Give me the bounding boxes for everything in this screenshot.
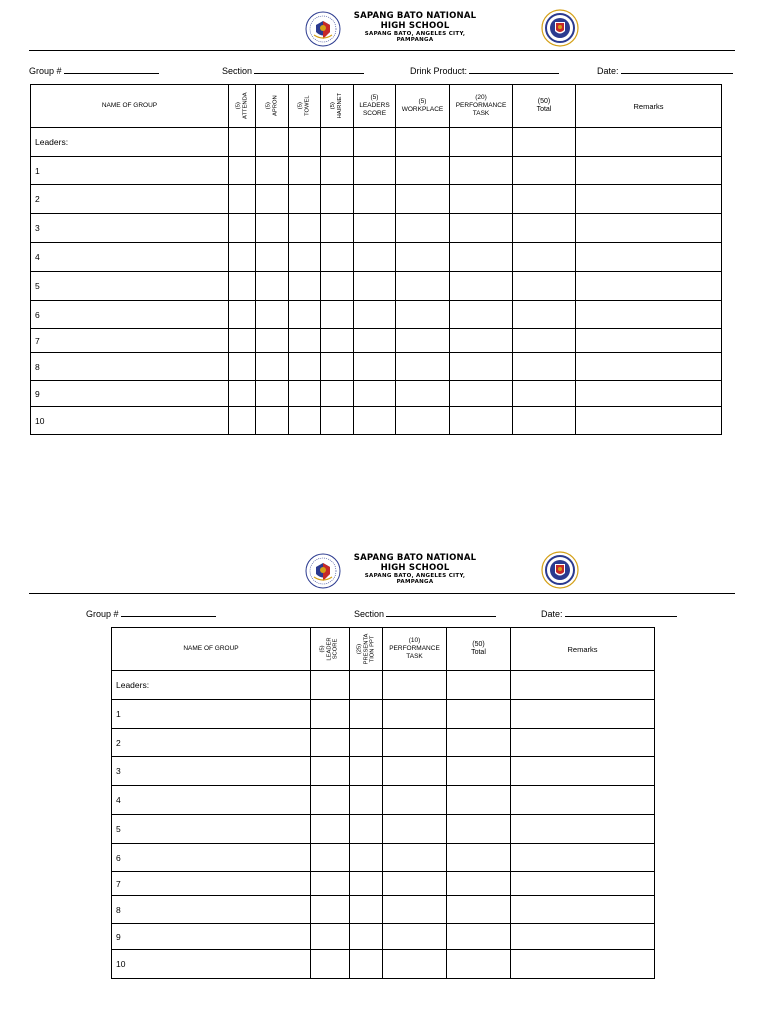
row-label: 3 xyxy=(112,757,311,786)
table-row xyxy=(31,185,722,214)
form1-col-name: NAME OF GROUP xyxy=(31,85,229,128)
score-cell[interactable] xyxy=(450,157,513,185)
score-cell[interactable] xyxy=(289,329,321,353)
table-row xyxy=(31,301,722,329)
score-cell[interactable] xyxy=(256,381,289,407)
form1-col-hairnet: (5) HAIRNET xyxy=(321,85,354,128)
form2-section-field[interactable] xyxy=(354,607,496,619)
form1-col-remarks: Remarks xyxy=(576,85,722,128)
score-cell[interactable] xyxy=(513,407,576,435)
form2-date-label: Date: xyxy=(541,609,563,619)
form1-group-label: Group # xyxy=(29,66,62,76)
score-cell[interactable] xyxy=(396,353,450,381)
score-cell[interactable] xyxy=(576,301,722,329)
score-cell[interactable] xyxy=(450,407,513,435)
form1-header-rule xyxy=(29,50,735,51)
row-label: 5 xyxy=(31,272,229,301)
score-cell[interactable] xyxy=(354,407,396,435)
table-row xyxy=(31,329,722,353)
row-label: 2 xyxy=(31,185,229,214)
score-cell[interactable] xyxy=(511,844,655,872)
score-cell[interactable] xyxy=(289,407,321,435)
score-cell[interactable] xyxy=(447,671,511,700)
score-cell[interactable] xyxy=(513,157,576,185)
score-cell[interactable] xyxy=(513,353,576,381)
table-row xyxy=(31,353,722,381)
score-cell[interactable] xyxy=(350,896,383,924)
score-cell[interactable] xyxy=(450,214,513,243)
score-cell[interactable] xyxy=(350,872,383,896)
score-cell[interactable] xyxy=(311,950,350,979)
table-row xyxy=(112,924,655,950)
score-cell[interactable] xyxy=(511,950,655,979)
score-cell[interactable] xyxy=(354,185,396,214)
form1-col-leaders-score: (5) LEADERS SCORE xyxy=(354,85,396,128)
score-cell[interactable] xyxy=(321,407,354,435)
score-cell[interactable] xyxy=(311,757,350,786)
school-address-line2: PAMPANGA xyxy=(396,37,434,44)
score-cell[interactable] xyxy=(513,243,576,272)
score-cell[interactable] xyxy=(511,896,655,924)
score-cell[interactable] xyxy=(321,157,354,185)
score-cell[interactable] xyxy=(289,353,321,381)
score-cell[interactable] xyxy=(289,185,321,214)
school-name-line2: HIGH SCHOOL xyxy=(380,562,450,573)
score-cell[interactable] xyxy=(450,353,513,381)
score-cell[interactable] xyxy=(354,128,396,157)
score-cell[interactable] xyxy=(354,329,396,353)
score-cell[interactable] xyxy=(229,157,256,185)
school-seal-icon xyxy=(305,11,341,47)
score-cell[interactable] xyxy=(447,786,511,815)
score-cell[interactable] xyxy=(354,353,396,381)
score-cell[interactable] xyxy=(513,329,576,353)
score-cell[interactable] xyxy=(229,272,256,301)
score-cell[interactable] xyxy=(447,896,511,924)
score-cell[interactable] xyxy=(450,128,513,157)
score-cell[interactable] xyxy=(576,214,722,243)
table-row xyxy=(31,157,722,185)
school-name-line2: HIGH SCHOOL xyxy=(380,20,450,31)
table-row xyxy=(112,671,655,700)
score-cell[interactable] xyxy=(354,301,396,329)
score-cell[interactable] xyxy=(256,214,289,243)
form2-date-field[interactable] xyxy=(541,607,677,619)
score-cell[interactable] xyxy=(289,381,321,407)
score-cell[interactable] xyxy=(256,243,289,272)
row-label: 4 xyxy=(112,786,311,815)
score-cell[interactable] xyxy=(229,301,256,329)
form1-drink-field[interactable] xyxy=(410,64,559,76)
score-cell[interactable] xyxy=(354,214,396,243)
form2-col-name: NAME OF GROUP xyxy=(112,628,311,671)
table-row xyxy=(31,272,722,301)
score-cell[interactable] xyxy=(256,329,289,353)
table-row xyxy=(112,896,655,924)
score-cell[interactable] xyxy=(289,243,321,272)
score-cell[interactable] xyxy=(576,329,722,353)
school-name-line1: SAPANG BATO NATIONAL xyxy=(353,11,477,21)
score-cell[interactable] xyxy=(447,757,511,786)
score-cell[interactable] xyxy=(576,272,722,301)
score-cell[interactable] xyxy=(450,381,513,407)
score-cell[interactable] xyxy=(350,844,383,872)
score-cell[interactable] xyxy=(383,671,447,700)
school-name-line1: SAPANG BATO NATIONAL xyxy=(353,553,477,563)
score-cell[interactable] xyxy=(383,700,447,729)
score-cell[interactable] xyxy=(311,924,350,950)
score-cell[interactable] xyxy=(229,329,256,353)
form1-table-body xyxy=(31,128,722,435)
row-label: 9 xyxy=(31,381,229,407)
score-cell[interactable] xyxy=(383,786,447,815)
score-cell[interactable] xyxy=(450,185,513,214)
score-cell[interactable] xyxy=(311,671,350,700)
score-cell[interactable] xyxy=(289,272,321,301)
score-cell[interactable] xyxy=(229,243,256,272)
score-cell[interactable] xyxy=(513,272,576,301)
score-cell[interactable] xyxy=(321,301,354,329)
table-row xyxy=(31,128,722,157)
score-cell[interactable] xyxy=(396,407,450,435)
score-cell[interactable] xyxy=(289,157,321,185)
score-cell[interactable] xyxy=(511,815,655,844)
score-cell[interactable] xyxy=(576,128,722,157)
score-cell[interactable] xyxy=(450,272,513,301)
score-cell[interactable] xyxy=(511,757,655,786)
form1-col-apron: (5) APRON xyxy=(256,85,289,128)
table-row xyxy=(112,815,655,844)
score-cell[interactable] xyxy=(513,185,576,214)
form2-col-remarks: Remarks xyxy=(511,628,655,671)
table-row xyxy=(112,757,655,786)
score-cell[interactable] xyxy=(396,381,450,407)
form2-col-presentation: (25) PRESENTA TION PPT xyxy=(350,628,383,671)
score-cell[interactable] xyxy=(396,157,450,185)
score-cell[interactable] xyxy=(513,214,576,243)
row-label: 5 xyxy=(112,815,311,844)
row-label: 6 xyxy=(112,844,311,872)
score-cell[interactable] xyxy=(511,671,655,700)
table-row xyxy=(112,786,655,815)
form2-section-label: Section xyxy=(354,609,385,619)
form2-col-performance: (10) PERFORMANCE TASK xyxy=(383,628,447,671)
score-cell[interactable] xyxy=(383,896,447,924)
row-label: Leaders: xyxy=(112,671,311,700)
score-cell[interactable] xyxy=(576,381,722,407)
row-label: 1 xyxy=(112,700,311,729)
score-cell[interactable] xyxy=(396,301,450,329)
score-cell[interactable] xyxy=(396,272,450,301)
score-cell[interactable] xyxy=(576,185,722,214)
score-cell[interactable] xyxy=(511,729,655,757)
score-cell[interactable] xyxy=(576,407,722,435)
score-cell[interactable] xyxy=(256,272,289,301)
score-cell[interactable] xyxy=(513,301,576,329)
row-label: 4 xyxy=(31,243,229,272)
form1-date-label: Date: xyxy=(597,66,619,76)
score-cell[interactable] xyxy=(511,786,655,815)
score-cell[interactable] xyxy=(350,815,383,844)
school-seal-icon xyxy=(305,553,341,589)
score-cell[interactable] xyxy=(321,353,354,381)
score-cell[interactable] xyxy=(447,844,511,872)
score-cell[interactable] xyxy=(311,700,350,729)
form1-date-field[interactable] xyxy=(597,64,733,76)
score-cell[interactable] xyxy=(354,381,396,407)
score-cell[interactable] xyxy=(229,128,256,157)
score-cell[interactable] xyxy=(289,301,321,329)
form1-section-label: Section xyxy=(222,66,253,76)
score-cell[interactable] xyxy=(321,243,354,272)
form1-col-attendance: (5) ATTENDA xyxy=(229,85,256,128)
row-label: 7 xyxy=(112,872,311,896)
row-label: Leaders: xyxy=(31,128,229,157)
score-cell[interactable] xyxy=(321,214,354,243)
row-label: 10 xyxy=(112,950,311,979)
form1-score-table xyxy=(30,84,722,435)
school-address-line2: PAMPANGA xyxy=(396,579,434,586)
school-name-block-2 xyxy=(345,554,485,585)
form2-score-table xyxy=(111,627,655,979)
form1-header-row xyxy=(31,85,722,128)
score-cell[interactable] xyxy=(229,407,256,435)
score-cell[interactable] xyxy=(229,381,256,407)
form2-group-field[interactable] xyxy=(86,607,216,619)
table-row xyxy=(31,407,722,435)
score-cell[interactable] xyxy=(354,243,396,272)
score-cell[interactable] xyxy=(321,128,354,157)
score-cell[interactable] xyxy=(289,128,321,157)
score-cell[interactable] xyxy=(321,185,354,214)
score-cell[interactable] xyxy=(511,872,655,896)
score-cell[interactable] xyxy=(447,700,511,729)
score-cell[interactable] xyxy=(256,128,289,157)
table-row xyxy=(112,700,655,729)
form2-group-label: Group # xyxy=(86,609,119,619)
score-cell[interactable] xyxy=(350,786,383,815)
score-cell[interactable] xyxy=(396,329,450,353)
table-row xyxy=(112,950,655,979)
row-label: 6 xyxy=(31,301,229,329)
table-row xyxy=(31,214,722,243)
score-cell[interactable] xyxy=(354,157,396,185)
score-cell[interactable] xyxy=(256,301,289,329)
score-cell[interactable] xyxy=(350,671,383,700)
form1-col-workplace: (5) WORKPLACE xyxy=(396,85,450,128)
form2-header-row xyxy=(112,628,655,671)
score-cell[interactable] xyxy=(311,786,350,815)
score-cell[interactable] xyxy=(311,896,350,924)
form1-col-total: (50) Total xyxy=(513,85,576,128)
form1-section-field[interactable] xyxy=(222,64,364,76)
score-cell[interactable] xyxy=(383,757,447,786)
form1-drink-label: Drink Product: xyxy=(410,66,468,76)
row-label: 3 xyxy=(31,214,229,243)
score-cell[interactable] xyxy=(396,128,450,157)
score-cell[interactable] xyxy=(447,924,511,950)
score-cell[interactable] xyxy=(350,924,383,950)
score-cell[interactable] xyxy=(350,729,383,757)
score-cell[interactable] xyxy=(229,353,256,381)
score-cell[interactable] xyxy=(447,815,511,844)
score-cell[interactable] xyxy=(450,243,513,272)
table-row xyxy=(31,381,722,407)
score-cell[interactable] xyxy=(350,950,383,979)
score-cell[interactable] xyxy=(447,872,511,896)
score-cell[interactable] xyxy=(383,844,447,872)
table-row xyxy=(112,729,655,757)
score-cell[interactable] xyxy=(383,950,447,979)
score-cell[interactable] xyxy=(447,729,511,757)
score-cell[interactable] xyxy=(576,353,722,381)
score-cell[interactable] xyxy=(229,185,256,214)
table-row xyxy=(112,872,655,896)
form1-col-performance: (20) PERFORMANCE TASK xyxy=(450,85,513,128)
form2-col-total: (50) Total xyxy=(447,628,511,671)
score-cell[interactable] xyxy=(513,128,576,157)
score-cell[interactable] xyxy=(289,214,321,243)
school-address-line1: SAPANG BATO, ANGELES CITY, xyxy=(364,573,466,580)
score-cell[interactable] xyxy=(513,381,576,407)
score-cell[interactable] xyxy=(311,844,350,872)
score-cell[interactable] xyxy=(450,301,513,329)
table-row xyxy=(112,844,655,872)
score-cell[interactable] xyxy=(511,924,655,950)
score-cell[interactable] xyxy=(576,157,722,185)
form1-col-towel: (5) TOWEL xyxy=(289,85,321,128)
row-label: 7 xyxy=(31,329,229,353)
row-label: 10 xyxy=(31,407,229,435)
deped-seal-icon xyxy=(541,9,579,47)
row-label: 9 xyxy=(112,924,311,950)
score-cell[interactable] xyxy=(447,950,511,979)
score-cell[interactable] xyxy=(229,214,256,243)
score-cell[interactable] xyxy=(256,353,289,381)
school-name-block xyxy=(345,12,485,43)
deped-seal-icon xyxy=(541,551,579,589)
row-label: 8 xyxy=(112,896,311,924)
score-cell[interactable] xyxy=(383,729,447,757)
form2-header-rule xyxy=(29,593,735,594)
score-cell[interactable] xyxy=(321,272,354,301)
row-label: 2 xyxy=(112,729,311,757)
school-address-line1: SAPANG BATO, ANGELES CITY, xyxy=(364,31,466,38)
table-row xyxy=(31,243,722,272)
score-cell[interactable] xyxy=(311,872,350,896)
row-label: 8 xyxy=(31,353,229,381)
score-cell[interactable] xyxy=(383,924,447,950)
score-cell[interactable] xyxy=(383,872,447,896)
score-cell[interactable] xyxy=(311,729,350,757)
score-cell[interactable] xyxy=(396,214,450,243)
form2-col-leader-score: (5) LEADER SCORE xyxy=(311,628,350,671)
score-cell[interactable] xyxy=(256,157,289,185)
score-cell[interactable] xyxy=(450,329,513,353)
score-cell[interactable] xyxy=(354,272,396,301)
score-cell[interactable] xyxy=(321,329,354,353)
form2-table-body xyxy=(112,671,655,979)
score-cell[interactable] xyxy=(311,815,350,844)
score-cell[interactable] xyxy=(321,381,354,407)
score-cell[interactable] xyxy=(511,700,655,729)
score-cell[interactable] xyxy=(383,815,447,844)
score-cell[interactable] xyxy=(256,407,289,435)
score-cell[interactable] xyxy=(256,185,289,214)
row-label: 1 xyxy=(31,157,229,185)
score-cell[interactable] xyxy=(396,243,450,272)
score-cell[interactable] xyxy=(576,243,722,272)
score-cell[interactable] xyxy=(396,185,450,214)
form1-group-field[interactable] xyxy=(29,64,159,76)
score-cell[interactable] xyxy=(350,700,383,729)
score-cell[interactable] xyxy=(350,757,383,786)
